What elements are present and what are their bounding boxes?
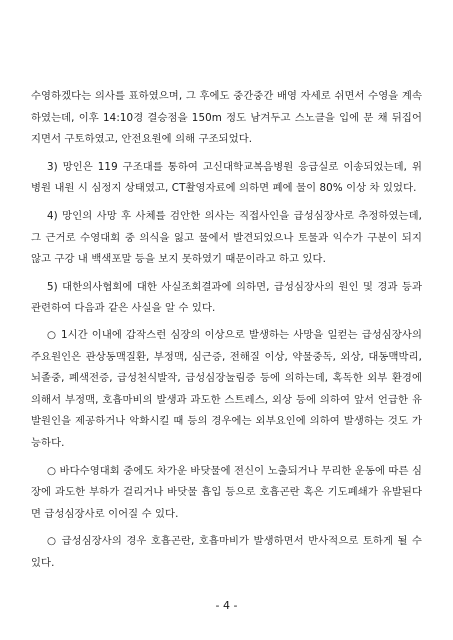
paragraph-item-4: 4) 망인의 사망 후 사체를 검안한 의사는 직접사인을 급성심장사로 추정하였는데, 그 근거로 수영대회 중 의식을 잃고 물에서 발견되었으나 토물과 익수가 구분이 되지 않고 구강 내 백색포말 등을 보지 못하였기 때문이라고 하고 있다. bbox=[31, 209, 422, 266]
paragraph-item-5: 5) 대한의사협회에 대한 사실조회결과에 의하면, 급성심장사의 원인 및 경과 등과 관련하여 다음과 같은 사실을 알 수 있다. bbox=[31, 280, 422, 315]
paragraph-bullet-cause: ○ 1시간 이내에 갑작스런 심장의 이상으로 발생하는 사망을 일컫는 급성심장사의 주요원인은 관상동맥질환, 부정맥, 심근증, 전해질 이상, 약물중독, 외상, 대동맥박리, 뇌졸중, 폐색전증, 급성천식발작, 급성심장눌림증 등에 의하는데, 혹독한 외부 환경에 의해서 부정맥, 호흡마비의 발생과 과도한 스트레스, 외상 등에 의하여 앞서 언급한 유발원인을 제공하거나 악화시킬 때 등의 경우에는 외부요인에 의하여 발생하는 것도 가능하다. bbox=[31, 328, 422, 449]
page-number: - 4 - bbox=[215, 599, 238, 612]
paragraph-item-3: 3) 망인은 119 구조대를 통하여 고신대학교복음병원 응급실로 이송되었는데, 위 병원 내원 시 심정지 상태였고, CT촬영자료에 의하면 폐에 물이 80% 이상 차 있었다. bbox=[31, 160, 422, 195]
paragraph-continuation: 수영하겠다는 의사를 표하였으며, 그 후에도 중간중간 배영 자세로 쉬면서 수영을 계속하였는데, 이후 14:10경 결승점을 150m 정도 남겨두고 스노클을 입에 문 채 뒤집어지면서 구토하였고, 안전요원에 의해 구조되었다. bbox=[31, 90, 422, 146]
document-body bbox=[31, 86, 422, 580]
paragraph-bullet-vomit: ○ 급성심장사의 경우 호흡곤란, 호흡마비가 발생하면서 반사적으로 토하게 될 수 있다. bbox=[31, 535, 422, 569]
paragraph-bullet-sea-swim: ○ 바다수영대회 중에도 차가운 바닷물에 전신이 노출되거나 무리한 운동에 따른 심장에 과도한 부하가 걸리거나 바닷물 흡입 등으로 호흡곤란 혹은 기도폐쇄가 유발된다면 급성심장사로 이어질 수 있다. bbox=[31, 464, 422, 520]
